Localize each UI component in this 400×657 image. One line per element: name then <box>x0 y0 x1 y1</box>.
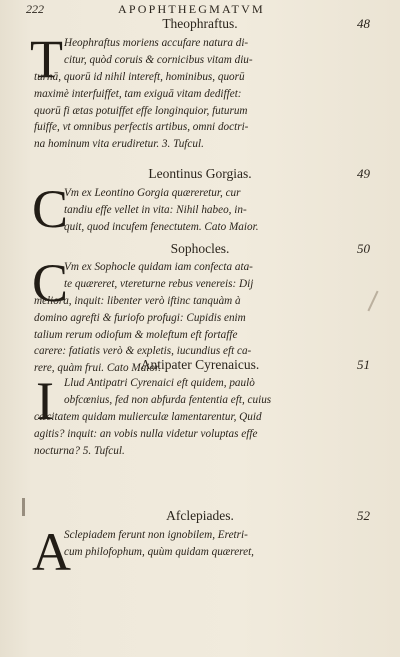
text-line: cum philofophum, quùm quidam quæreret, <box>64 545 254 558</box>
entry-number: 52 <box>357 508 370 523</box>
text-line: Heophraftus moriens accufare natura di- <box>64 37 249 49</box>
drop-cap: C <box>32 179 69 239</box>
text-line: maximè interfuiffet, tam exiguā vitam dediffet: <box>34 87 242 100</box>
running-title: APOPHTHEGMATVM <box>118 2 265 16</box>
entry-text <box>34 375 378 459</box>
text-line: Llud Antipatri Cyrenaici eft quidem, paulò <box>64 377 255 389</box>
text-line: rere, quàm frui. Cato Maior. <box>34 362 161 375</box>
entry-number: 48 <box>357 16 370 31</box>
text-line: tandiu effe vellet in vita: Nihil habeo, in- <box>64 203 247 216</box>
page-number: 222 <box>26 2 44 16</box>
entry-number: 49 <box>357 166 370 181</box>
text-line: Vm ex Sophocle quidam iam confecta ata- <box>64 261 253 273</box>
text-line: quit, quod incufem fenectutem. Cato Maior. <box>64 220 259 233</box>
text-line: domino agrefti & furiofo profugi: Cupidis enim <box>34 311 246 324</box>
text-line: te quæreret, vtereturne rebus venereis: Dij <box>64 277 254 290</box>
drop-cap: T <box>30 29 63 89</box>
entry-number: 50 <box>357 241 370 256</box>
entry-name: Sophocles. <box>170 241 230 256</box>
entry-text <box>64 185 378 236</box>
drop-cap: A <box>32 522 71 582</box>
text-line: Vm ex Leontino Gorgia quæreretur, cur <box>64 187 241 199</box>
entry-name: Afclepiades. <box>166 508 234 523</box>
text-line: obfcœnius, fed non abfurda fententia eft, cuius <box>64 393 272 406</box>
text-line: turnā, quorū id nihil intereft, hominibus, quorū <box>34 70 245 83</box>
entry-name: Antipater Cyrenaicus. <box>140 357 260 372</box>
text-line: na hominum vita erudiretur. 3. Tufcul. <box>34 138 204 151</box>
drop-cap: I <box>36 371 54 431</box>
entry-text <box>64 527 378 561</box>
text-line: citur, quòd coruis & cornicibus vitam diu- <box>64 53 253 66</box>
entry-name: Leontinus Gorgias. <box>148 166 252 181</box>
text-line: cæcitatem quidam mulierculæ lamentarentur, Quid <box>34 410 262 423</box>
entry-name: Theophraftus. <box>162 16 238 31</box>
entry-heading <box>0 357 400 374</box>
entry-text <box>34 35 378 153</box>
text-line: meliora, inquit: libenter verò iftinc tanquàm à <box>34 294 241 307</box>
text-line: quorū fi ætas potuiffet effe longinquior, futurum <box>34 104 248 117</box>
drop-cap: C <box>32 253 69 313</box>
text-line: fuiffe, vt omnibus perfectis artibus, omni doctri- <box>34 121 249 134</box>
text-line: nocturna? 5. Tufcul. <box>34 444 125 457</box>
text-line: Sclepiadem ferunt non ignobilem, Eretri- <box>64 529 248 541</box>
text-line: talium rerum odiofum & moleftum eft fortaffe <box>34 328 238 341</box>
text-line: carere: fatiatis verò & expletis, iucundius eft ca- <box>34 345 252 358</box>
entry-number: 51 <box>357 357 370 372</box>
text-line: agitis? inquit: an vobis nulla videtur voluptas effe <box>34 427 258 440</box>
